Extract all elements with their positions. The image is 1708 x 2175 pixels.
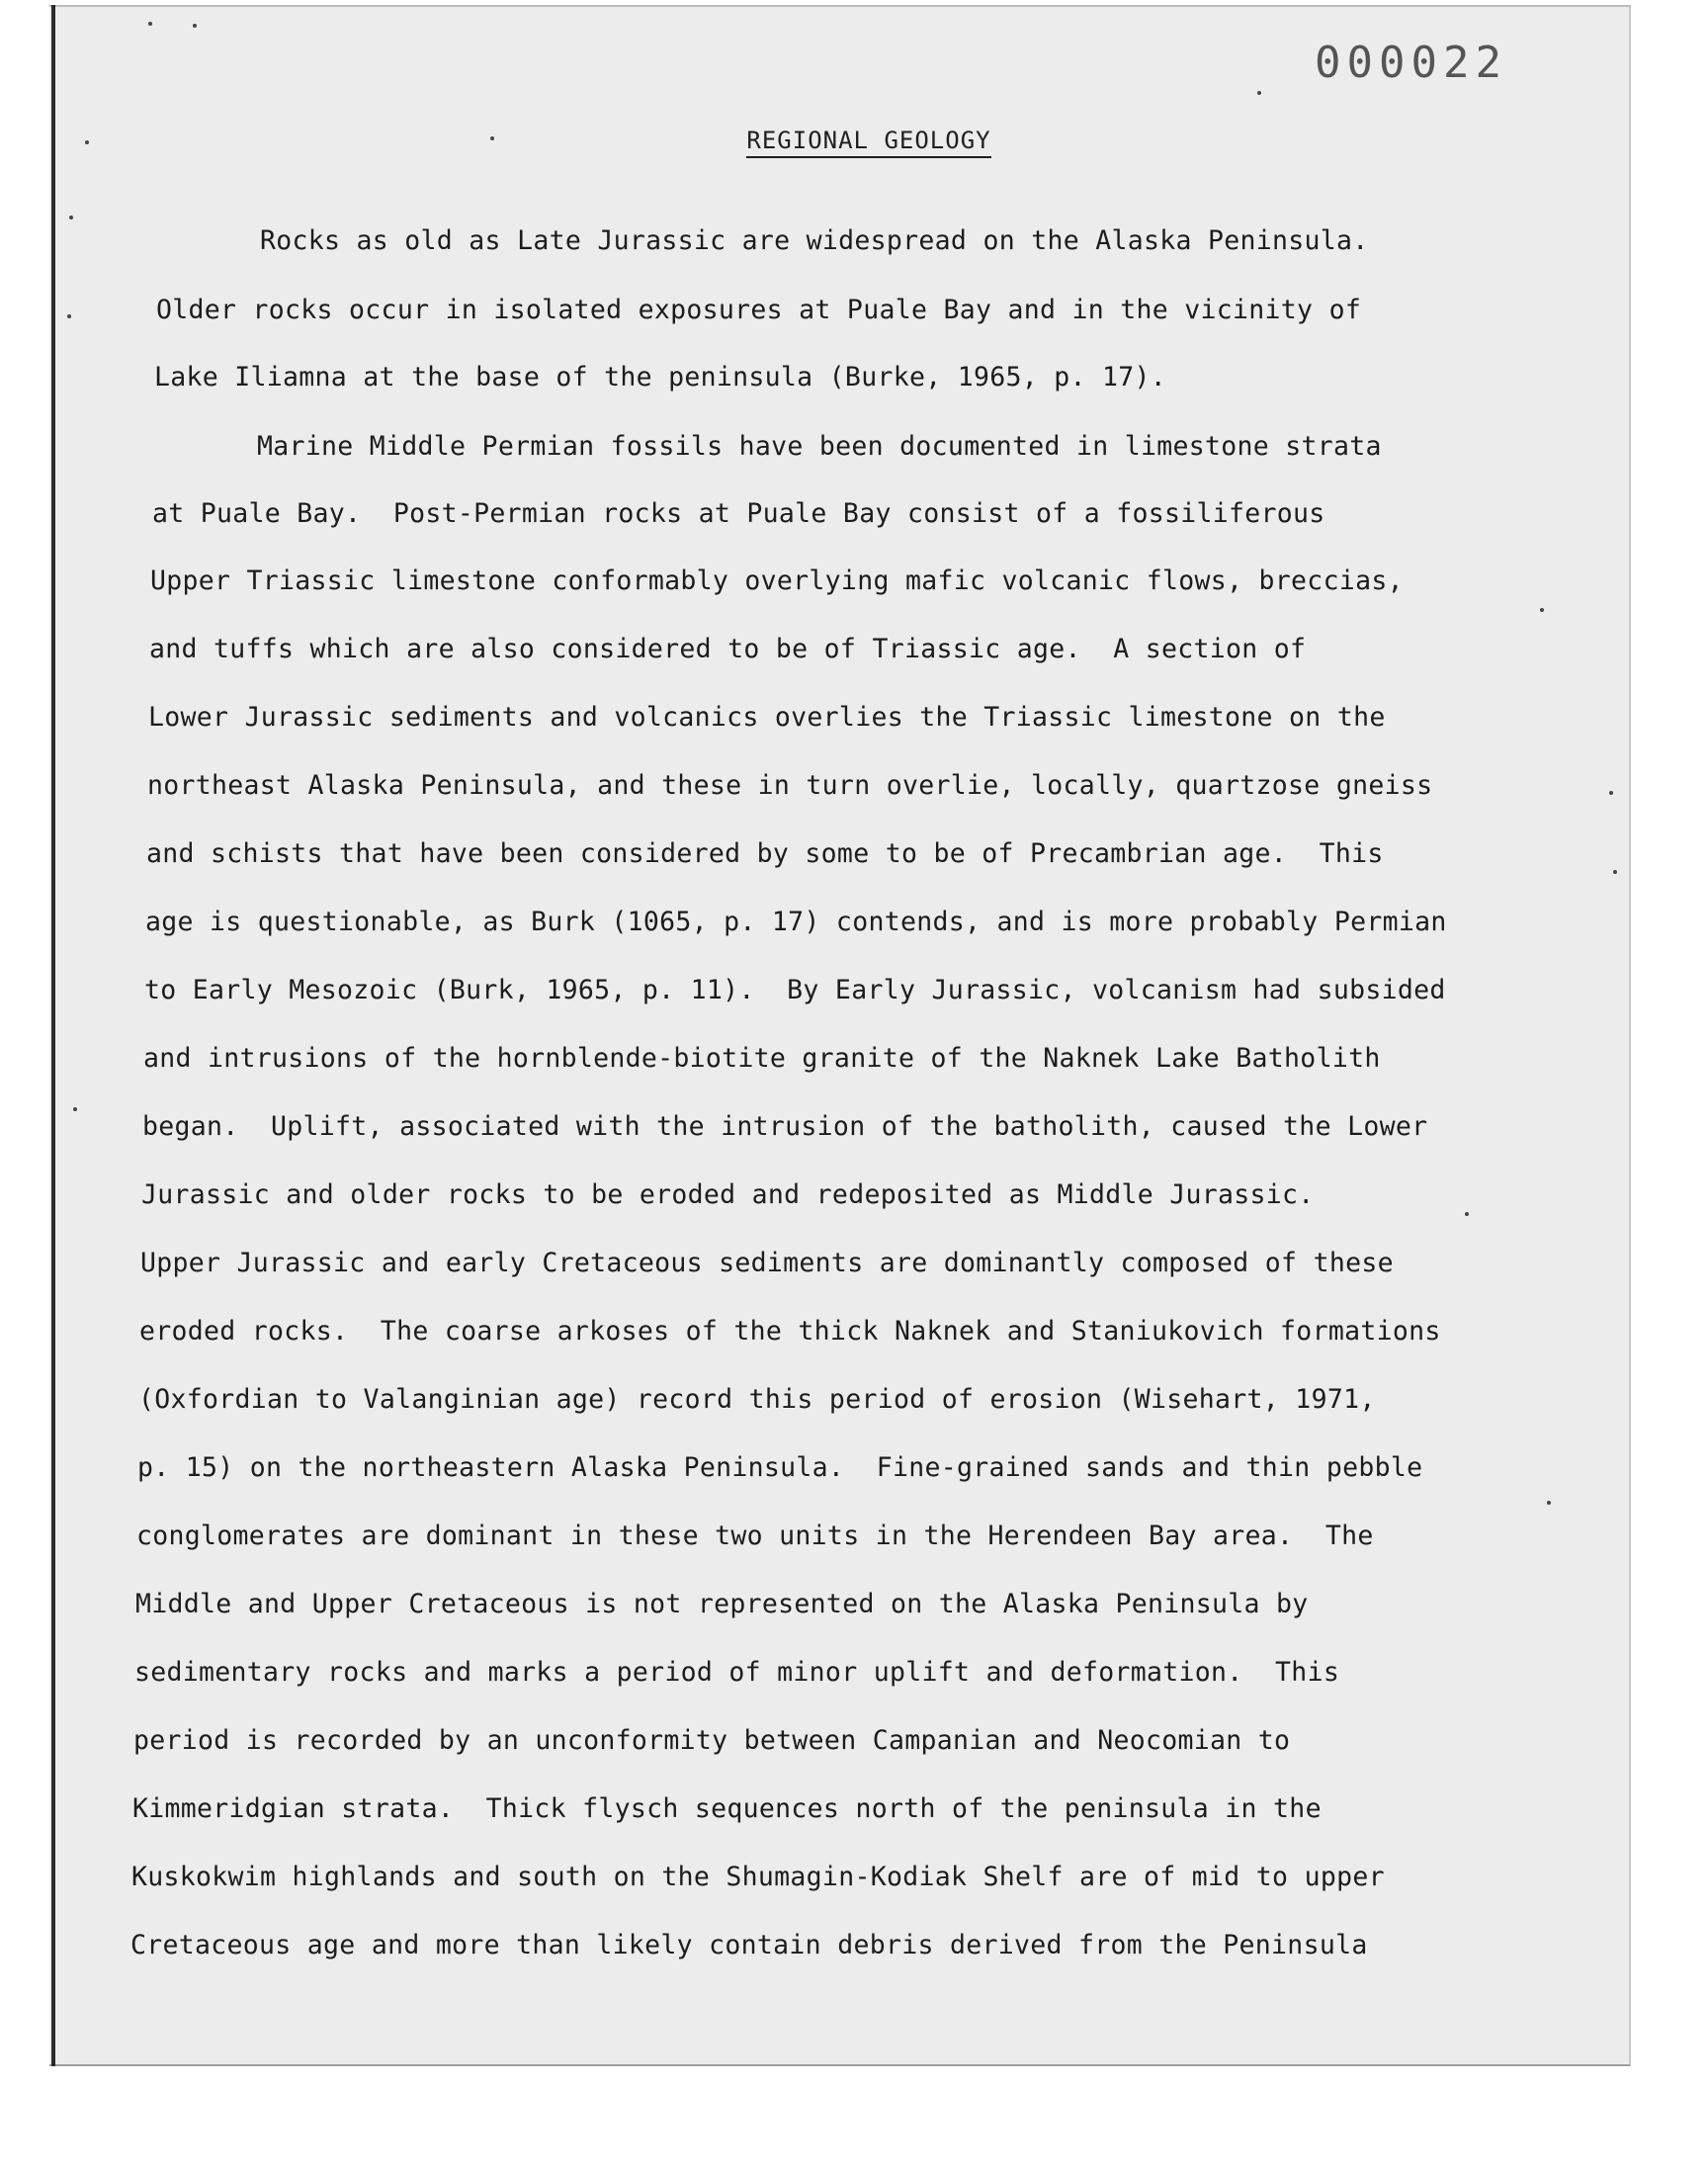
binding-edge: [51, 5, 55, 2066]
text-line: and intrusions of the hornblende-biotite granite of the Naknek Lake Batholith: [143, 1043, 1381, 1074]
text-line: Upper Jurassic and early Cretaceous sediments are dominantly composed of these: [140, 1248, 1394, 1278]
scan-speck: [85, 140, 89, 144]
scan-speck: [67, 314, 71, 318]
text-line: (Oxfordian to Valanginian age) record this period of erosion (Wisehart, 1971,: [138, 1384, 1376, 1415]
text-line: Lower Jurassic sediments and volcanics overlies the Triassic limestone on the: [148, 702, 1386, 733]
text-line: Jurassic and older rocks to be eroded and redeposited as Middle Jurassic.: [141, 1179, 1315, 1210]
text-line: and tuffs which are also considered to be of Triassic age. A section of: [149, 634, 1307, 664]
scan-speck: [1540, 608, 1544, 612]
text-line: Older rocks occur in isolated exposures at Puale Bay and in the vicinity of: [156, 295, 1362, 325]
scan-speck: [193, 24, 197, 28]
scan-speck: [1257, 91, 1261, 95]
scan-speck: [1613, 870, 1617, 874]
text-line: Middle and Upper Cretaceous is not represented on the Alaska Peninsula by: [135, 1589, 1309, 1619]
text-line: age is questionable, as Burk (1065, p. 17) contends, and is more probably Permian: [145, 907, 1447, 937]
section-heading-text: REGIONAL GEOLOGY: [746, 127, 990, 158]
scan-speck: [1465, 1212, 1469, 1216]
text-line: conglomerates are dominant in these two units in the Herendeen Bay area. The: [136, 1521, 1374, 1551]
scan-speck: [148, 22, 152, 26]
text-line: began. Uplift, associated with the intrusion of the batholith, caused the Lower: [142, 1111, 1428, 1142]
scan-speck: [69, 216, 73, 219]
text-line: period is recorded by an unconformity between Campanian and Neocomian to: [133, 1725, 1291, 1756]
section-heading: [0, 127, 1708, 154]
text-line: sedimentary rocks and marks a period of minor uplift and deformation. This: [134, 1657, 1340, 1688]
scan-speck: [1547, 1501, 1551, 1505]
text-line: Kimmeridgian strata. Thick flysch sequences north of the peninsula in the: [132, 1793, 1322, 1824]
text-line: p. 15) on the northeastern Alaska Peninsula. Fine-grained sands and thin pebble: [137, 1452, 1423, 1483]
text-line: to Early Mesozoic (Burk, 1965, p. 11). By Early Jurassic, volcanism had subsided: [144, 975, 1446, 1005]
scan-speck: [490, 136, 494, 140]
text-line: Cretaceous age and more than likely contain debris derived from the Peninsula: [130, 1930, 1368, 1960]
text-line: Rocks as old as Late Jurassic are widespread on the Alaska Peninsula.: [260, 225, 1369, 256]
scan-speck: [1609, 791, 1613, 795]
text-line: Lake Iliamna at the base of the peninsula (Burke, 1965, p. 17).: [154, 362, 1167, 392]
page-number: 000022: [1315, 38, 1507, 88]
text-line: at Puale Bay. Post-Permian rocks at Puale Bay consist of a fossiliferous: [152, 498, 1325, 529]
text-line: Kuskokwim highlands and south on the Shumagin-Kodiak Shelf are of mid to upper: [131, 1862, 1385, 1892]
text-line: Marine Middle Permian fossils have been documented in limestone strata: [257, 431, 1382, 462]
scan-speck: [73, 1107, 77, 1111]
text-line: northeast Alaska Peninsula, and these in turn overlie, locally, quartzose gneiss: [147, 770, 1433, 801]
text-line: Upper Triassic limestone conformably overlying mafic volcanic flows, breccias,: [150, 566, 1404, 596]
text-line: and schists that have been considered by some to be of Precambrian age. This: [146, 838, 1384, 869]
text-line: eroded rocks. The coarse arkoses of the thick Naknek and Staniukovich formations: [139, 1316, 1441, 1347]
